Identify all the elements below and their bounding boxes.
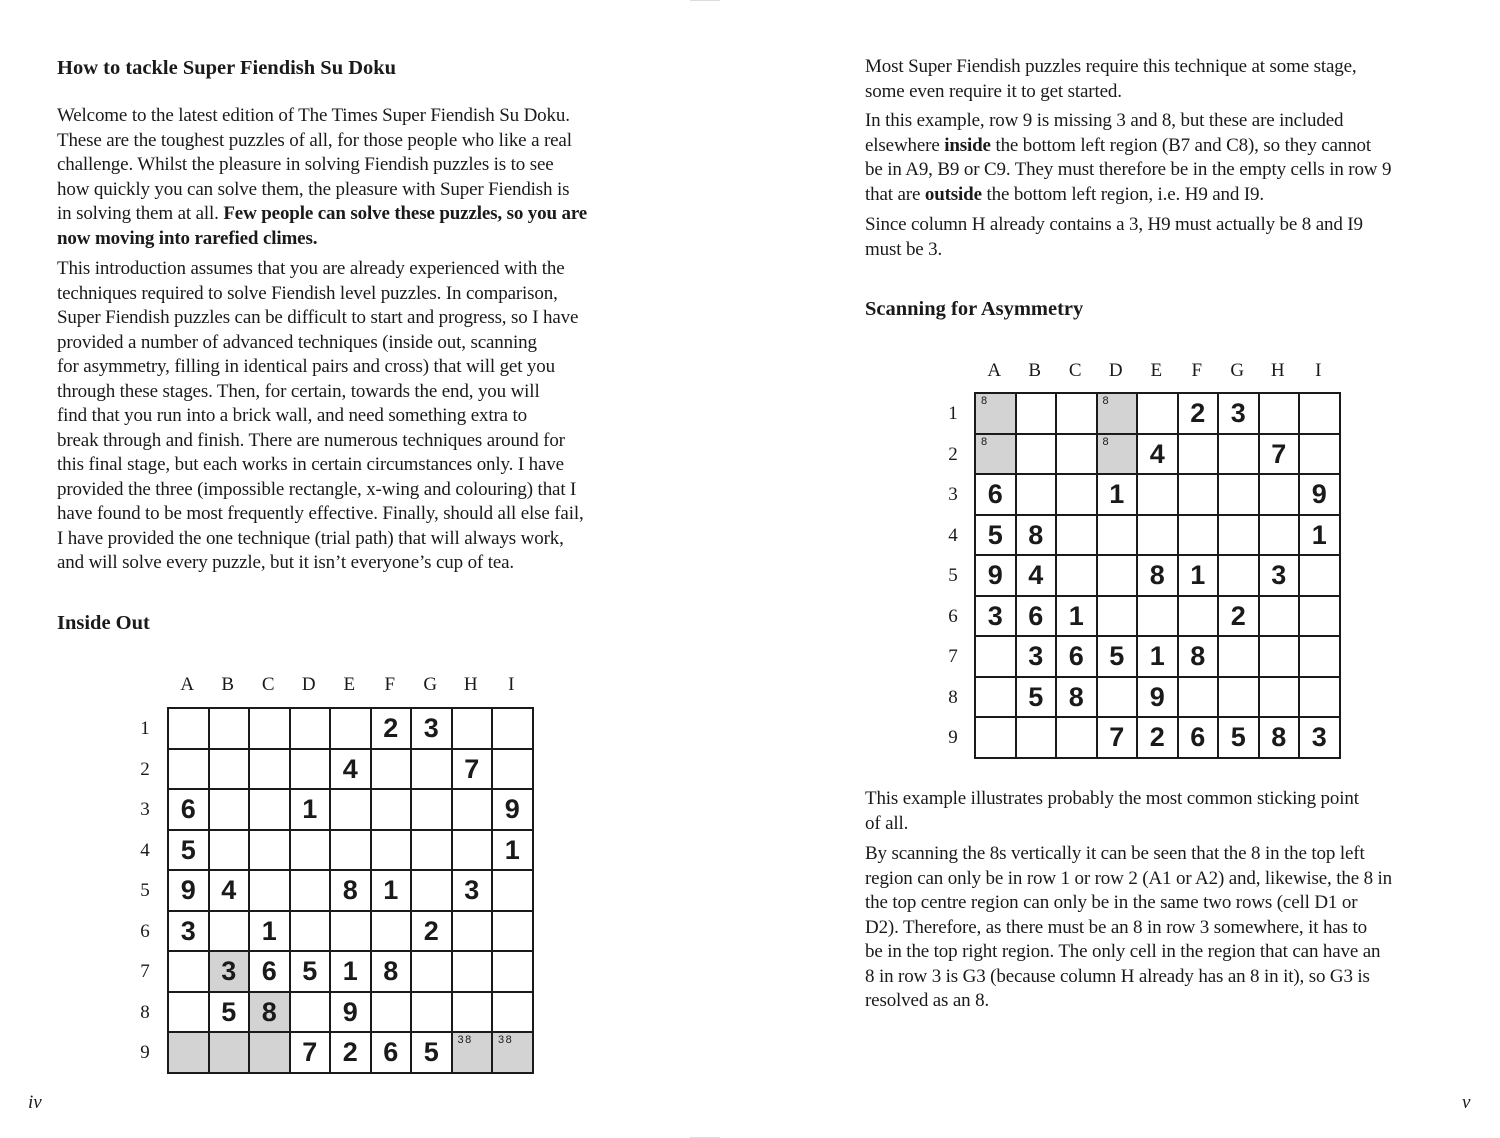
paragraph-line: In this example, row 9 is missing 3 and 8, but these are included [865,110,1344,131]
sudoku-cell-g9: 5 [412,1033,451,1072]
body-line: find that you run into a brick wall, and need something extra to [57,405,528,426]
column-label: H [1270,360,1285,381]
sudoku-cell-e9: 2 [331,1033,370,1072]
column-label: F [384,674,396,695]
pencil-mark: 8 [1102,395,1111,407]
sudoku-cell-a8 [976,678,1015,717]
sudoku-cell-h6 [1260,597,1299,636]
sudoku-cell-c6: 1 [1057,597,1096,636]
sudoku-cell-h4 [1260,516,1299,555]
sudoku-cell-f6 [1179,597,1218,636]
column-label: I [1315,360,1322,381]
right-page [750,0,1500,1138]
sudoku-cell-a3: 6 [169,790,208,829]
sudoku-cell-i3: 9 [493,790,532,829]
sudoku-cell-h3 [453,790,492,829]
sudoku-grid [974,392,1341,759]
sudoku-cell-f3 [1179,475,1218,514]
intro-line: how quickly you can solve them, the pleasure with Super Fiendish is [57,178,570,200]
sudoku-cell-a8 [169,993,208,1032]
sudoku-cell-b7: 3 [1017,637,1056,676]
column-label: B [221,674,235,695]
sudoku-cell-c4 [250,831,289,870]
sudoku-cell-i6 [1300,597,1339,636]
sudoku-cell-f4 [372,831,411,870]
column-label: G [423,674,438,695]
sudoku-cell-f9: 6 [372,1033,411,1072]
sudoku-cell-f6 [372,912,411,951]
column-label: E [343,674,356,695]
sudoku-cell-i7 [1300,637,1339,676]
intro-line-bold-tail: in solving them at all. Few people can solve these puzzles, so you are [57,203,588,224]
sudoku-cell-c9 [1057,718,1096,757]
sudoku-cell-g1: 3 [412,709,451,748]
pencil-mark: 8 [1102,435,1111,448]
sudoku-cell-g8 [412,993,451,1032]
sudoku-cell-g3 [412,790,451,829]
sudoku-cell-c6: 1 [250,912,289,951]
sudoku-cell-c3 [1057,475,1096,514]
sudoku-cell-f8 [372,993,411,1032]
sudoku-cell-i1 [493,709,532,748]
paragraph-line: that are outside the bottom left region, i.e. H9 and I9. [865,183,1264,205]
sudoku-cell-e2: 4 [331,750,370,789]
body-line: have found to be most frequently effective. Finally, should all else fail, [57,503,584,524]
sudoku-cell-c8: 8 [250,993,289,1032]
sudoku-cell-c7: 6 [250,952,289,991]
sudoku-cell-g5 [412,871,451,910]
sudoku-cell-d8 [1098,678,1137,717]
sudoku-cell-e6 [1138,597,1177,636]
sudoku-cell-i5 [1300,556,1339,595]
sudoku-cell-e3 [331,790,370,829]
sudoku-cell-d7: 5 [1098,637,1137,676]
sudoku-cell-f5: 1 [372,871,411,910]
sudoku-cell-c2 [1057,435,1096,474]
sudoku-cell-c1 [250,709,289,748]
intro-paragraph [57,104,587,251]
sudoku-cell-i2 [1300,435,1339,474]
sudoku-cell-e3 [1138,475,1177,514]
body-paragraph [57,257,584,576]
sudoku-cell-g7 [412,952,451,991]
sudoku-cell-b8: 5 [210,993,249,1032]
sudoku-cell-h7 [453,952,492,991]
sudoku-cell-h2: 7 [1260,435,1299,474]
sudoku-cell-d9: 7 [1098,718,1137,757]
sudoku-cell-b4: 8 [1017,516,1056,555]
sudoku-cell-e7: 1 [331,952,370,991]
sudoku-cell-h4 [453,831,492,870]
paragraph-line: Since column H already contains a 3, H9 must actually be 8 and I9 [865,214,1363,235]
sudoku-cell-f7: 8 [372,952,411,991]
sudoku-cell-e5: 8 [1138,556,1177,595]
sudoku-cell-a5: 9 [169,871,208,910]
sudoku-cell-g2 [1219,435,1258,474]
sudoku-cell-a2 [169,750,208,789]
sudoku-cell-a4: 5 [169,831,208,870]
column-label: D [1108,360,1123,381]
sudoku-cell-h9 [453,1033,492,1072]
sudoku-cell-f8 [1179,678,1218,717]
sudoku-cell-h2: 7 [453,750,492,789]
folio-right: v [1462,1092,1471,1113]
column-label: A [987,360,1002,381]
sudoku-cell-a6: 3 [976,597,1015,636]
sudoku-cell-h3 [1260,475,1299,514]
sudoku-cell-a2 [976,435,1015,474]
sudoku-cell-a7 [976,637,1015,676]
body-line: and will solve every puzzle, but it isn’t everyone’s cup of tea. [57,552,514,573]
paragraph-line: some even require it to get started. [865,80,1122,102]
pencil-mark: 8 [981,395,989,407]
body-line: techniques required to solve Fiendish level puzzles. In comparison, [57,282,558,304]
body-line: Super Fiendish puzzles can be difficult to start and progress, so I have [57,307,579,328]
row-label: 4 [140,839,150,861]
row-label: 1 [948,403,958,424]
row-label: 9 [948,727,958,748]
sudoku-cell-b6 [210,912,249,951]
column-label: E [1150,360,1163,381]
sudoku-cell-g3 [1219,475,1258,514]
sudoku-cell-b6: 6 [1017,597,1056,636]
sudoku-cell-f7: 8 [1179,637,1218,676]
sudoku-cell-i1 [1300,394,1339,433]
body-line: for asymmetry, filling in identical pairs and cross) that will get you [57,356,555,377]
sudoku-cell-b1 [210,709,249,748]
sudoku-cell-b4 [210,831,249,870]
sudoku-cell-d6 [1098,597,1137,636]
sudoku-cell-d6 [291,912,330,951]
paragraph-line: of all. [865,812,909,834]
sudoku-cell-i8 [1300,678,1339,717]
sudoku-cell-c5 [1057,556,1096,595]
paragraph-line: must be 3. [865,238,943,260]
sudoku-cell-g7 [1219,637,1258,676]
pencil-mark: 38 [457,1034,473,1046]
sudoku-cell-b2 [1017,435,1056,474]
row-label: 8 [140,1001,150,1023]
sudoku-cell-b1 [1017,394,1056,433]
sudoku-cell-a9 [169,1033,208,1072]
sudoku-cell-h8 [453,993,492,1032]
sudoku-cell-i8 [493,993,532,1032]
sudoku-cell-d3: 1 [1098,475,1137,514]
paragraph-line: elsewhere inside the bottom left region (B7 and C8), so they cannot [865,134,1372,156]
sudoku-cell-d1 [291,709,330,748]
row-label: 5 [140,880,150,901]
paragraph-line: region can only be in row 1 or row 2 (A1 or A2) and, likewise, the 8 in [865,867,1393,889]
sudoku-cell-e6 [331,912,370,951]
sudoku-cell-b2 [210,750,249,789]
sudoku-cell-b3 [210,790,249,829]
sudoku-cell-f9: 6 [1179,718,1218,757]
sudoku-cell-a4: 5 [976,516,1015,555]
paragraph-line: By scanning the 8s vertically it can be seen that the 8 in the top left [865,843,1365,864]
column-label: B [1028,360,1042,381]
sudoku-cell-e5: 8 [331,871,370,910]
sudoku-cell-g8 [1219,678,1258,717]
sudoku-cell-b3 [1017,475,1056,514]
sudoku-cell-e4 [1138,516,1177,555]
sudoku-cell-a6: 3 [169,912,208,951]
sudoku-cell-f3 [372,790,411,829]
column-label: A [180,674,195,695]
section-title-scanning: Scanning for Asymmetry [865,298,1084,320]
row-label: 4 [948,524,958,546]
sudoku-cell-d8 [291,993,330,1032]
sudoku-cell-d2 [291,750,330,789]
paragraph-line: be in A9, B9 or C9. They must therefore be in the empty cells in row 9 [865,159,1392,180]
sudoku-cell-c4 [1057,516,1096,555]
sudoku-cell-i4: 1 [493,831,532,870]
sudoku-cell-h1 [1260,394,1299,433]
sudoku-cell-d9: 7 [291,1033,330,1072]
paragraph-4 [865,787,1359,836]
sudoku-cell-e7: 1 [1138,637,1177,676]
sudoku-cell-g4 [412,831,451,870]
paragraph-3 [865,213,1363,262]
sudoku-cell-i9 [493,1033,532,1072]
sudoku-cell-b7: 3 [210,952,249,991]
sudoku-cell-h5: 3 [1260,556,1299,595]
sudoku-cell-h7 [1260,637,1299,676]
paragraph-line: the top centre region can only be in the same two rows (cell D1 or [865,892,1358,913]
sudoku-cell-h8 [1260,678,1299,717]
sudoku-cell-a9 [976,718,1015,757]
paragraph-2 [865,109,1391,207]
body-line: through these stages. Then, for certain, towards the end, you will [57,380,540,402]
sudoku-cell-d1 [1098,394,1137,433]
sudoku-cell-i5 [493,871,532,910]
sudoku-cell-d2 [1098,435,1137,474]
column-label: D [301,674,316,695]
sudoku-cell-g4 [1219,516,1258,555]
sudoku-cell-e4 [331,831,370,870]
paragraph-line: D2). Therefore, as there must be an 8 in row 3 somewhere, it has to [865,916,1367,938]
body-line: I have provided the one technique (trial path) that will always work, [57,527,564,549]
sudoku-cell-a7 [169,952,208,991]
row-label: 7 [948,646,958,667]
sudoku-cell-a3: 6 [976,475,1015,514]
sudoku-cell-e8: 9 [1138,678,1177,717]
sudoku-cell-c2 [250,750,289,789]
row-label: 7 [140,961,150,982]
sudoku-cell-g1: 3 [1219,394,1258,433]
sudoku-cell-b5: 4 [210,871,249,910]
sudoku-cell-g6: 2 [412,912,451,951]
sudoku-cell-h5: 3 [453,871,492,910]
sudoku-cell-d4 [291,831,330,870]
sudoku-cell-f1: 2 [372,709,411,748]
sudoku-grid [167,707,534,1074]
sudoku-cell-f4 [1179,516,1218,555]
row-label: 1 [140,718,150,739]
sudoku-cell-c9 [250,1033,289,1072]
sudoku-cell-i4: 1 [1300,516,1339,555]
paragraph-line: This example illustrates probably the most common sticking point [865,788,1359,809]
body-line: provided a number of advanced techniques (inside out, scanning [57,331,537,353]
intro-line-bold: now moving into rarefied climes. [57,227,318,249]
column-label: G [1230,360,1245,381]
row-label: 3 [948,484,958,505]
section-title-inside-out: Inside Out [57,612,150,634]
paragraph-line: resolved as an 8. [865,990,990,1011]
column-label: F [1191,360,1203,381]
sudoku-cell-f2 [1179,435,1218,474]
sudoku-cell-b9 [1017,718,1056,757]
row-label: 2 [948,443,958,465]
body-line: This introduction assumes that you are already experienced with the [57,258,565,279]
body-line: break through and finish. There are numerous techniques around for [57,429,565,451]
sudoku-cell-i3: 9 [1300,475,1339,514]
row-label: 2 [140,758,150,780]
sudoku-cell-f1: 2 [1179,394,1218,433]
sudoku-cell-e9: 2 [1138,718,1177,757]
paragraph-line: Most Super Fiendish puzzles require this technique at some stage, [865,56,1357,77]
sudoku-cell-c7: 6 [1057,637,1096,676]
sudoku-cell-b9 [210,1033,249,1072]
sudoku-cell-e8: 9 [331,993,370,1032]
sudoku-cell-h1 [453,709,492,748]
row-label: 6 [948,605,958,627]
sudoku-cell-i2 [493,750,532,789]
row-label: 8 [948,686,958,708]
row-label: 5 [948,565,958,586]
column-label: I [508,674,515,695]
sudoku-cell-e1 [331,709,370,748]
row-label: 9 [140,1042,150,1063]
sudoku-cell-a5: 9 [976,556,1015,595]
sudoku-cell-g9: 5 [1219,718,1258,757]
sudoku-cell-d5 [1098,556,1137,595]
sudoku-cell-h9: 8 [1260,718,1299,757]
sudoku-cell-g5 [1219,556,1258,595]
paragraph-5 [865,842,1392,1014]
sudoku-cell-c1 [1057,394,1096,433]
row-label: 6 [140,920,150,942]
paragraph-line: be in the top right region. The only cell in the region that can have an [865,941,1381,962]
sudoku-cell-c8: 8 [1057,678,1096,717]
sudoku-cell-e1 [1138,394,1177,433]
sudoku-cell-h6 [453,912,492,951]
intro-line: These are the toughest puzzles of all, for those people who like a real [57,129,572,151]
sudoku-cell-f2 [372,750,411,789]
page-title: How to tackle Super Fiendish Su Doku [57,57,397,79]
row-label: 3 [140,799,150,820]
body-line: provided the three (impossible rectangle, x-wing and colouring) that I [57,478,577,500]
sudoku-cell-i6 [493,912,532,951]
column-label: H [463,674,478,695]
pencil-mark: 38 [498,1034,514,1046]
column-label: C [1068,360,1082,381]
sudoku-cell-b8: 5 [1017,678,1056,717]
sudoku-cell-d3: 1 [291,790,330,829]
column-label: C [261,674,275,695]
sudoku-cell-c3 [250,790,289,829]
sudoku-cell-g6: 2 [1219,597,1258,636]
sudoku-cell-b5: 4 [1017,556,1056,595]
sudoku-cell-e2: 4 [1138,435,1177,474]
body-line: this final stage, but each works in certain circumstances only. I have [57,454,564,475]
paragraph-1 [865,55,1357,104]
sudoku-cell-d5 [291,871,330,910]
sudoku-cell-d7: 5 [291,952,330,991]
pencil-mark: 8 [981,435,989,448]
sudoku-cell-i7 [493,952,532,991]
sudoku-cell-c5 [250,871,289,910]
folio-left: iv [28,1092,42,1113]
sudoku-cell-a1 [976,394,1015,433]
sudoku-cell-f5: 1 [1179,556,1218,595]
sudoku-cell-d4 [1098,516,1137,555]
sudoku-cell-a1 [169,709,208,748]
sudoku-cell-i9: 3 [1300,718,1339,757]
intro-line: Welcome to the latest edition of The Times Super Fiendish Su Doku. [57,105,570,126]
intro-line: challenge. Whilst the pleasure in solving Fiendish puzzles is to see [57,154,554,175]
paragraph-line: 8 in row 3 is G3 (because column H already has an 8 in it), so G3 is [865,965,1370,987]
sudoku-cell-g2 [412,750,451,789]
